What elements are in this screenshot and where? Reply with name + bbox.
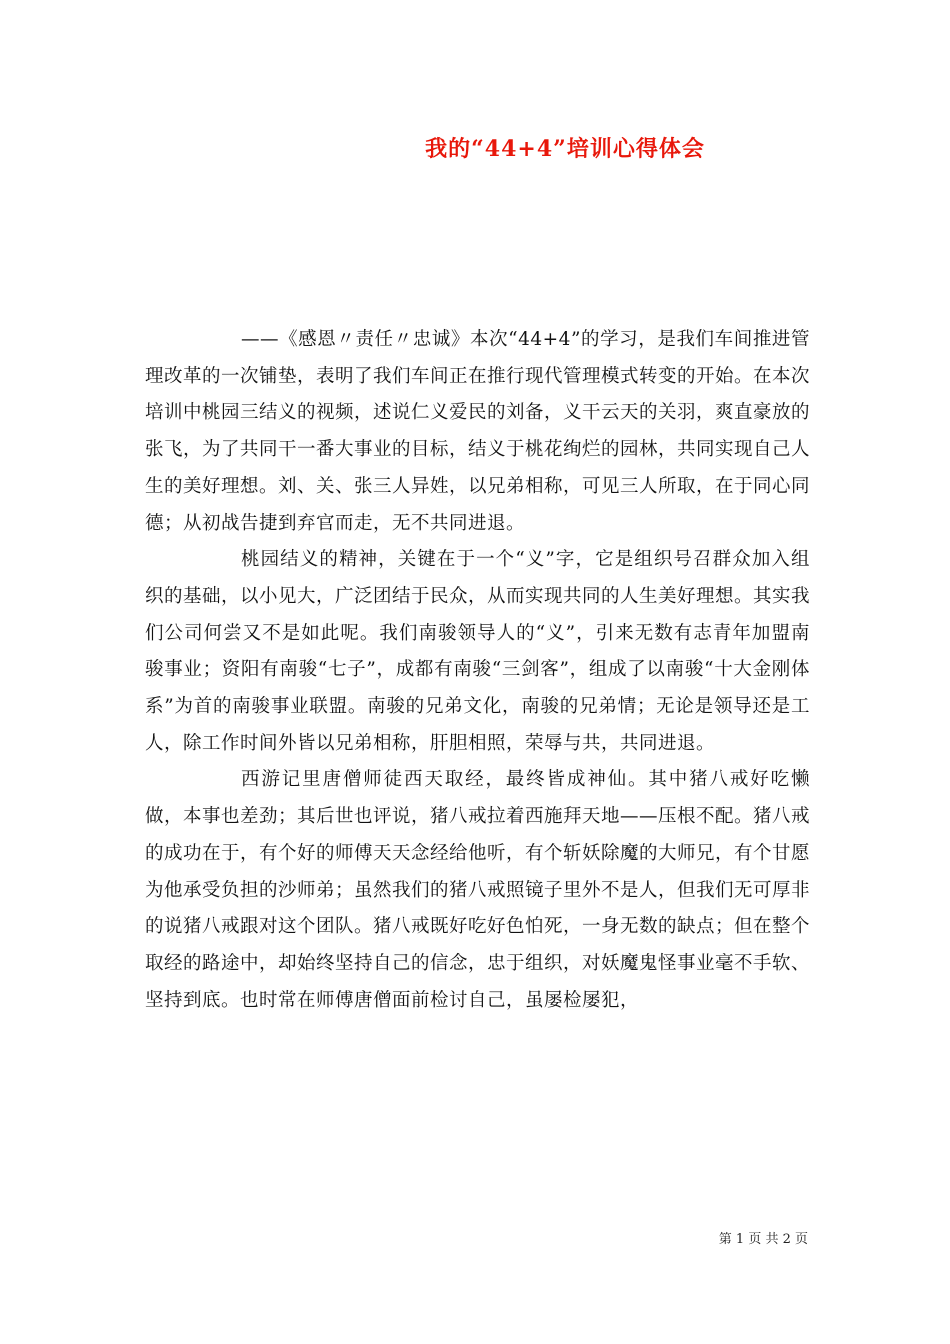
document-title: 我的“44+4”培训心得体会: [425, 136, 705, 162]
paragraph-2: 桃园结义的精神，关键在于一个“义”字，它是组织号召群众加入组织的基础，以小见大，广泛团结于民众，从而实现共同的人生美好理想。其实我们公司何尝又不是如此呢。我们南骏领导人的“义”，引来无数有志青年加盟南骏事业；资阳有南骏“七子”，成都有南骏“三剑客”，组成了以南骏“十大金刚体系”为首的南骏事业联盟。南骏的兄弟文化，南骏的兄弟情；无论是领导还是工人，除工作时间外皆以兄弟相称，肝胆相照，荣辱与共，共同进退。: [145, 549, 811, 754]
page-number-footer: 第 1 页 共 2 页: [718, 1232, 808, 1247]
document-body: [145, 322, 810, 1019]
paragraph-3: 西游记里唐僧师徒西天取经，最终皆成神仙。其中猪八戒好吃懒做，本事也差劲；其后世也评说，猪八戒拉着西施拜天地——压根不配。猪八戒的成功在于，有个好的师傅天天念经给他听，有个斩妖除魔的大师兄，有个甘愿为他承受负担的沙师弟；虽然我们的猪八戒照镜子里外不是人，但我们无可厚非的说猪八戒跟对这个团队。猪八戒既好吃好色怕死，一身无数的缺点；但在整个取经的路途中，却始终坚持自己的信念，忠于组织，对妖魔鬼怪事业毫不手软、坚持到底。也时常在师傅唐僧面前检讨自己，虽屡检屡犯，: [145, 769, 811, 1011]
paragraph-1: ——《感恩〃责任〃忠诚》本次“44+4”的学习，是我们车间推进管理改革的一次铺垫，表明了我们车间正在推行现代管理模式转变的开始。在本次培训中桃园三结义的视频，述说仁义爱民的刘备，义干云天的关羽，爽直豪放的张飞，为了共同干一番大事业的目标，结义于桃花绚烂的园林，共同实现自己人生的美好理想。刘、关、张三人异姓，以兄弟相称，可见三人所取，在于同心同德；从初战告捷到弃官而走，无不共同进退。: [145, 329, 811, 534]
